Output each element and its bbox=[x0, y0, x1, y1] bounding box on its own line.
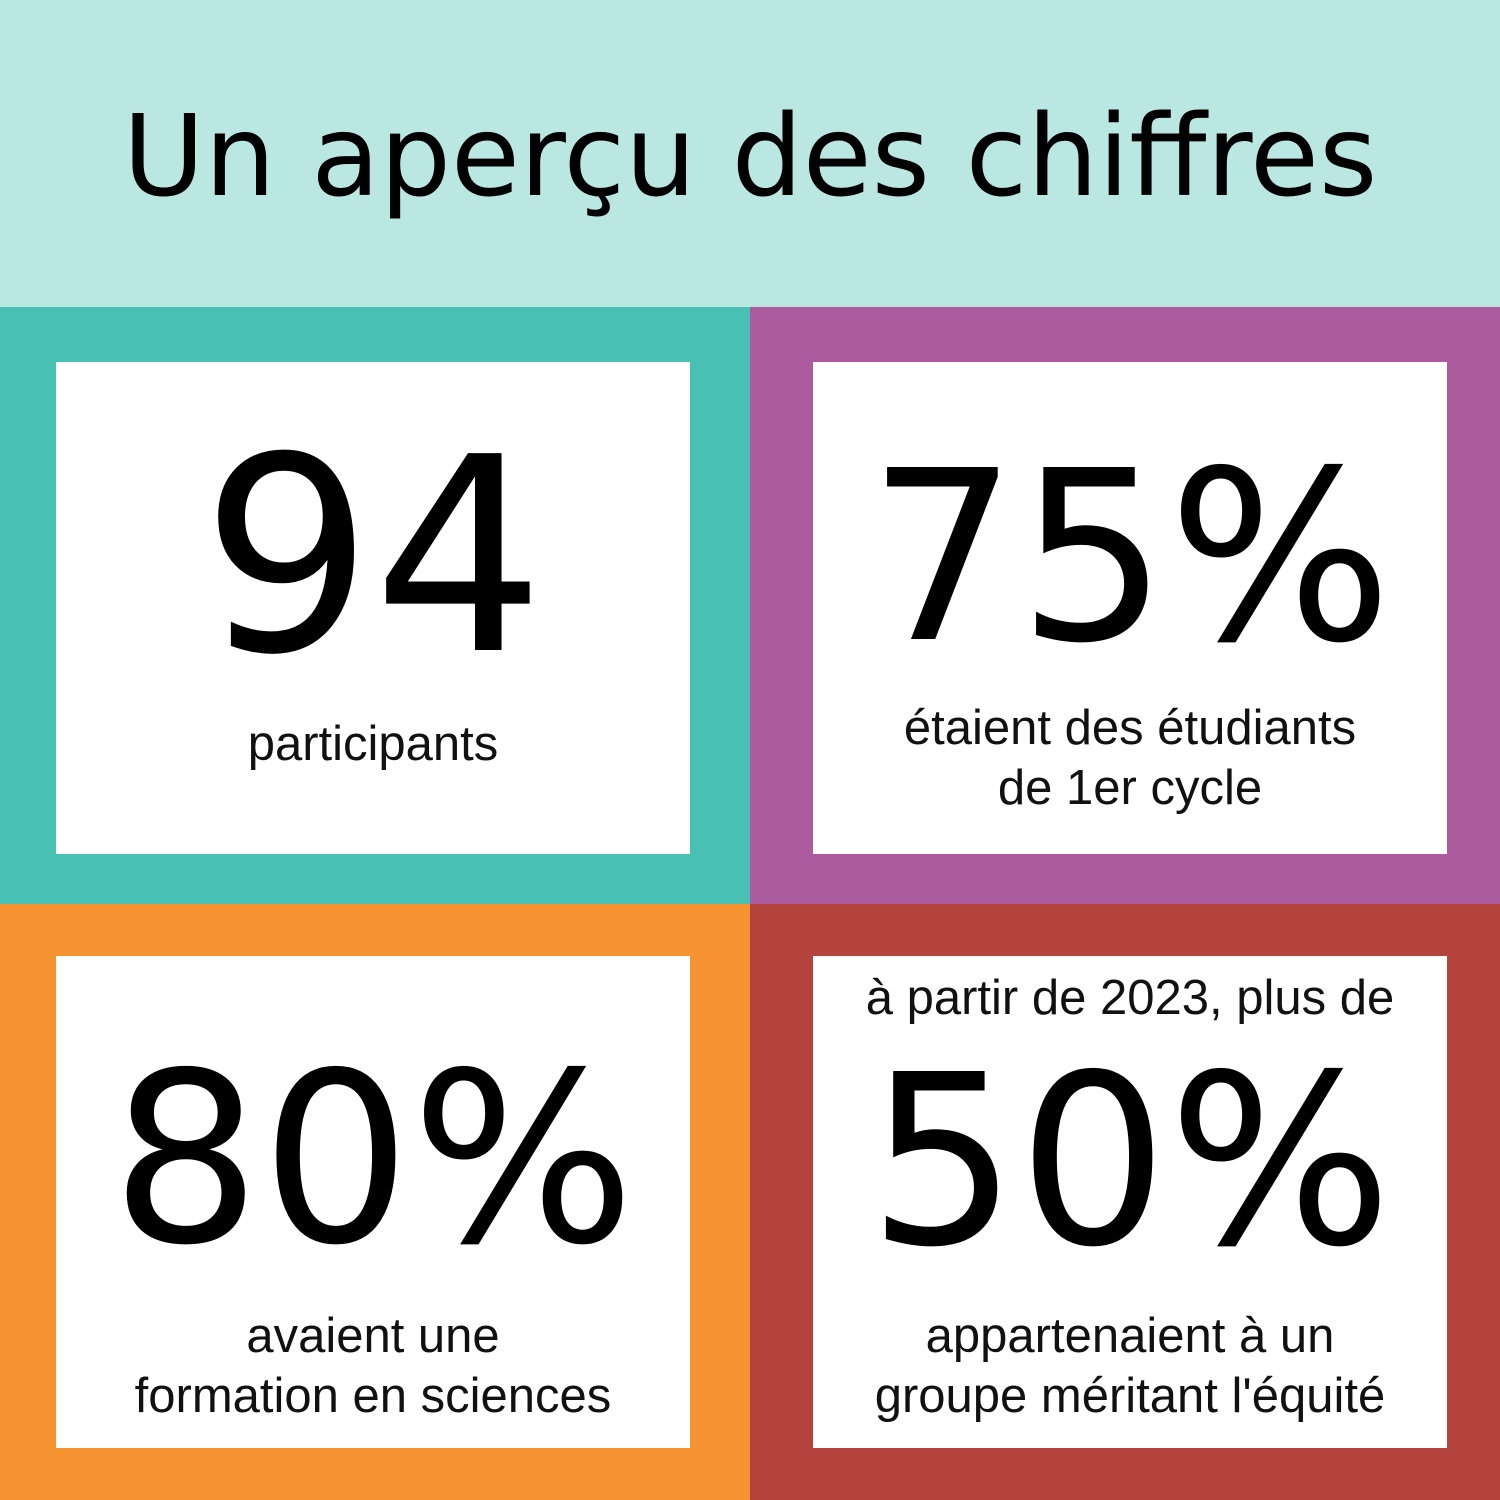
stat-caption-line: groupe méritant l'équité bbox=[874, 1369, 1386, 1423]
stat-card-equity bbox=[813, 956, 1447, 1448]
stat-prefix-line: à partir de 2023, plus de bbox=[865, 971, 1395, 1025]
stat-value: 75% bbox=[867, 420, 1393, 695]
stat-caption bbox=[56, 714, 690, 774]
stat-value: 80% bbox=[110, 1022, 636, 1297]
header-banner bbox=[0, 0, 1500, 307]
stat-card-undergrad bbox=[813, 362, 1447, 854]
stat-card-science bbox=[56, 956, 690, 1448]
stat-caption bbox=[813, 1306, 1447, 1426]
stat-caption-line: appartenaient à un bbox=[925, 1309, 1335, 1363]
stat-caption bbox=[813, 698, 1447, 818]
stat-caption-line: formation en sciences bbox=[134, 1369, 612, 1423]
stat-value: 50% bbox=[867, 1024, 1393, 1299]
stat-value: 94 bbox=[201, 399, 545, 714]
stat-caption-line: étaient des étudiants bbox=[903, 701, 1357, 755]
stat-caption bbox=[56, 1306, 690, 1426]
page-title: Un aperçu des chiffres bbox=[122, 92, 1378, 222]
stat-caption-line: de 1er cycle bbox=[997, 761, 1263, 815]
stat-card-participants bbox=[56, 362, 690, 854]
stat-caption-line: avaient une bbox=[246, 1309, 500, 1363]
stat-prefix bbox=[813, 968, 1447, 1028]
stat-caption-line: participants bbox=[247, 717, 499, 771]
